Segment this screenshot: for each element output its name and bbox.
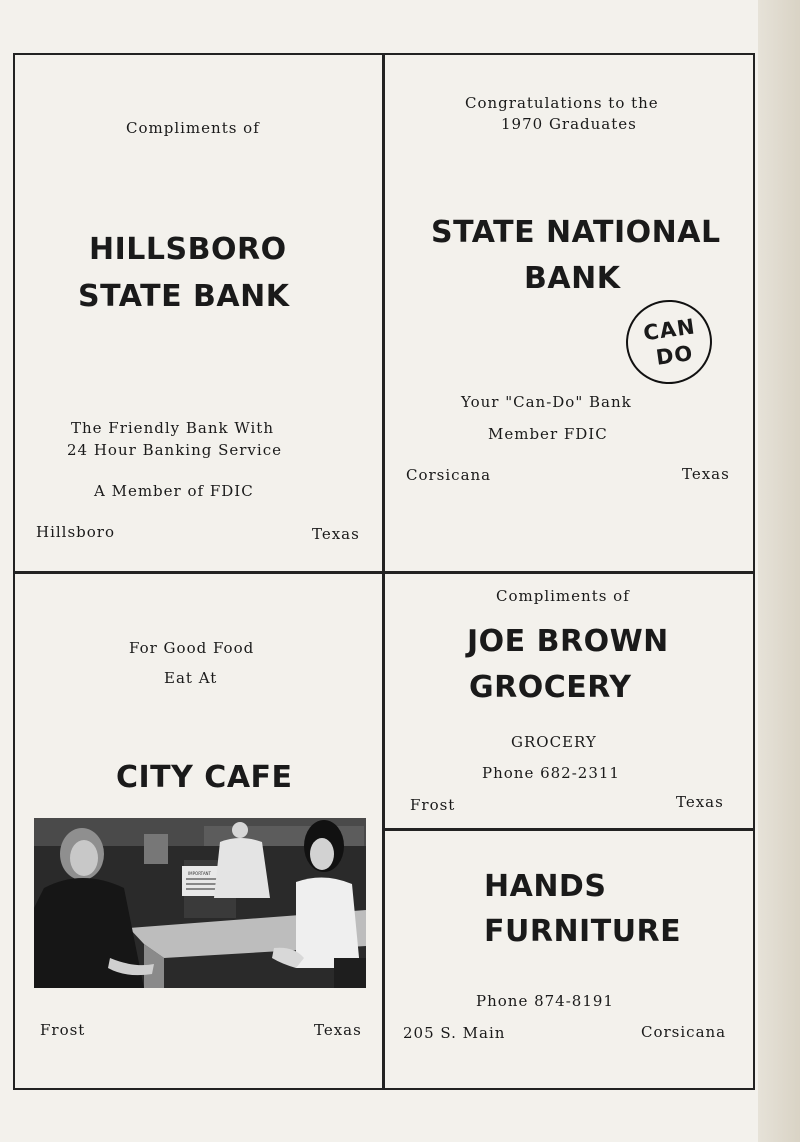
hillsboro-tagline-line1: The Friendly Bank With [71,419,274,437]
hillsboro-name-line1: HILLSBORO [89,232,287,267]
hillsboro-state: Texas [312,525,360,543]
hands-city: Corsicana [641,1023,727,1041]
cafe-photo-scene [34,818,366,988]
snb-slogan: Your "Can-Do" Bank [461,393,632,411]
snb-intro-line2: 1970 Graduates [501,115,637,133]
cafe-photo [34,818,366,988]
ad-joe-brown-grocery [385,574,755,828]
cafe-city: Frost [40,1021,86,1039]
can-do-badge-line1: CAN [641,314,697,346]
cafe-intro-line1: For Good Food [129,639,255,657]
joe-brown-phone: Phone 682-2311 [482,764,620,782]
snb-name-line1: STATE NATIONAL [431,215,721,250]
cafe-photo-sign: IMPORTANT [188,871,211,876]
hillsboro-intro: Compliments of [126,119,260,137]
cafe-state: Texas [314,1021,362,1039]
snb-member: Member FDIC [488,425,608,443]
joe-brown-name-line1: JOE BROWN [467,624,669,659]
cafe-intro-line2: Eat At [164,669,218,687]
ad-hillsboro-state-bank [15,55,382,571]
joe-brown-category: GROCERY [511,733,597,751]
hands-name-line2: FURNITURE [484,914,682,949]
snb-city: Corsicana [406,466,492,484]
snb-intro-line1: Congratulations to the [465,94,659,112]
page-edge [758,0,800,1142]
snb-state: Texas [682,465,730,483]
joe-brown-intro: Compliments of [496,587,630,605]
hillsboro-member: A Member of FDIC [94,482,254,500]
hands-address: 205 S. Main [403,1024,506,1042]
can-do-badge-line2: DO [654,340,695,370]
joe-brown-name-line2: GROCERY [469,670,632,705]
hands-phone: Phone 874-8191 [476,992,614,1010]
hillsboro-tagline-line2: 24 Hour Banking Service [67,441,282,459]
cafe-name: CITY CAFE [116,760,293,795]
hillsboro-city: Hillsboro [36,523,116,541]
joe-brown-state: Texas [676,793,724,811]
hillsboro-name-line2: STATE BANK [78,279,290,314]
hands-name-line1: HANDS [484,869,607,904]
joe-brown-city: Frost [410,796,456,814]
ad-hands-furniture [385,831,755,1088]
snb-name-line2: BANK [524,261,621,296]
